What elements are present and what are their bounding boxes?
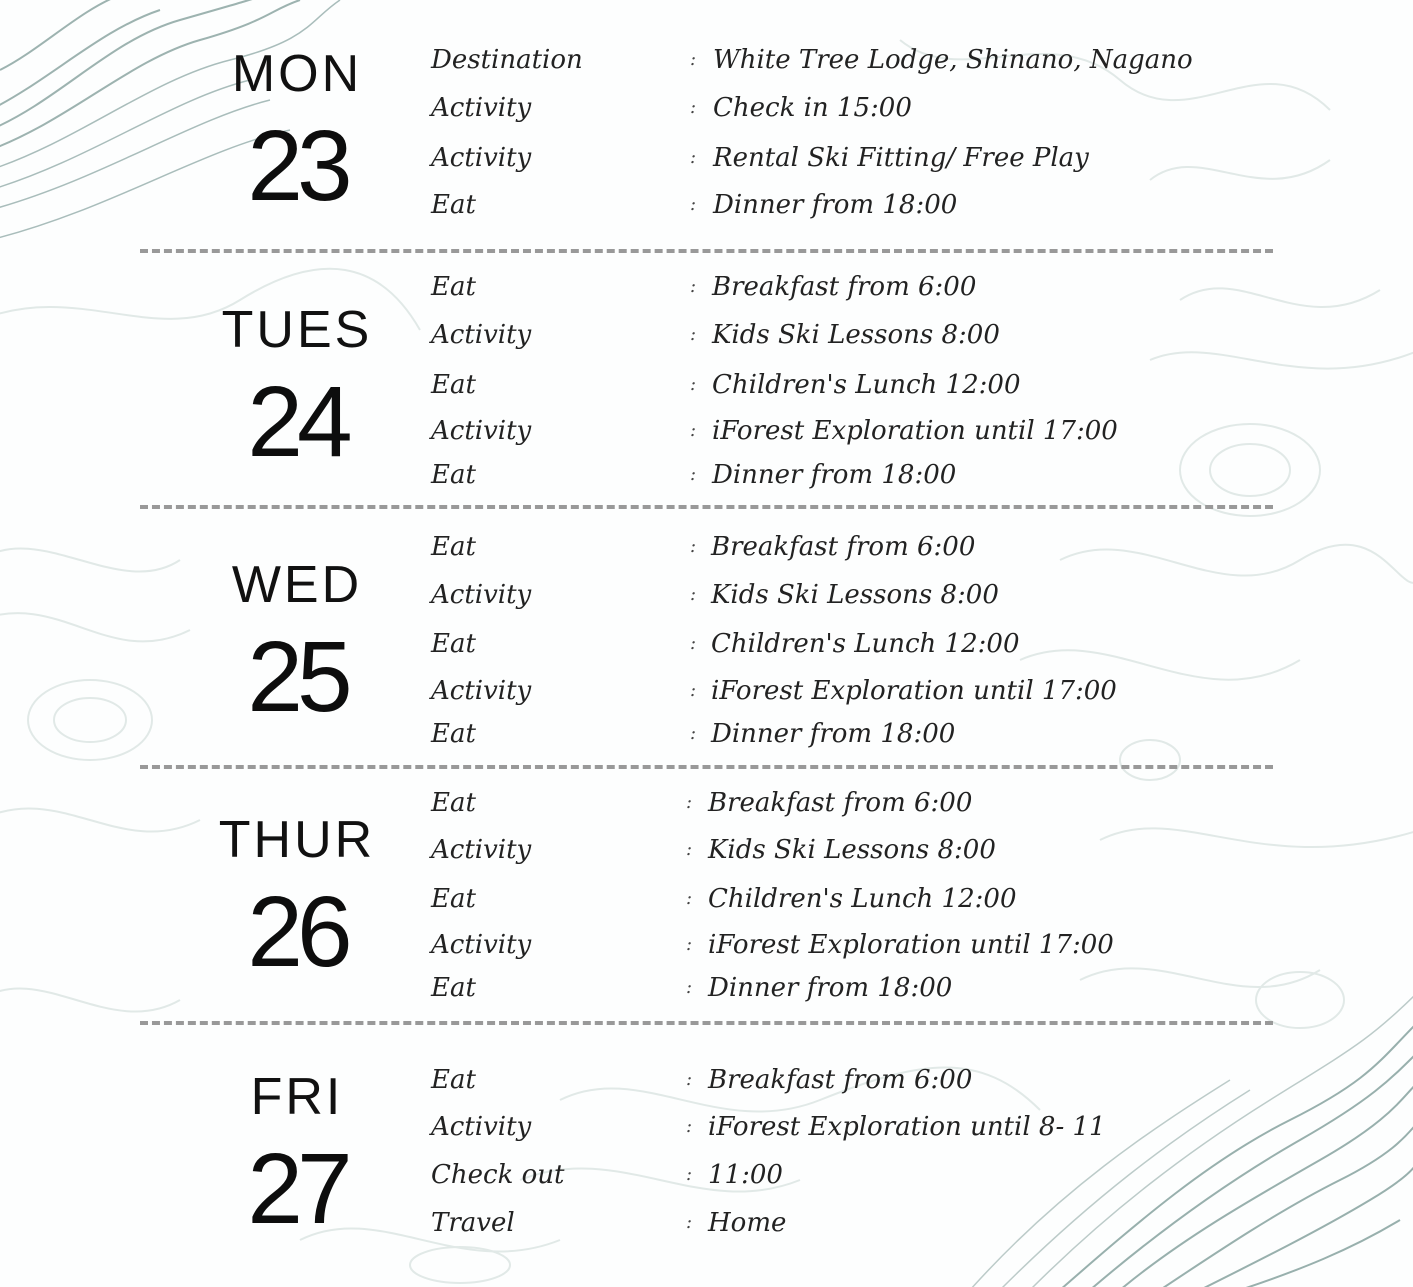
entry-label: Destination xyxy=(431,45,583,75)
itinerary-entry xyxy=(0,830,1413,870)
itinerary-entry xyxy=(0,527,1413,567)
entry-separator: : xyxy=(686,888,693,909)
itinerary-entry xyxy=(0,624,1413,664)
day-name: THUR xyxy=(218,811,376,869)
entry-separator: : xyxy=(690,723,697,744)
entry-value: Kids Ski Lessons 8:00 xyxy=(708,835,996,865)
entry-separator: : xyxy=(690,194,697,215)
entry-separator: : xyxy=(690,536,697,557)
day-date: 25 xyxy=(247,621,347,733)
entry-label: Eat xyxy=(431,460,476,490)
entry-label: Activity xyxy=(431,143,532,173)
entry-value: Dinner from 18:00 xyxy=(708,973,953,1003)
itinerary-entry xyxy=(0,575,1413,615)
itinerary-entry xyxy=(0,185,1413,225)
itinerary-entry xyxy=(0,925,1413,965)
entry-label: Eat xyxy=(431,973,476,1003)
entry-label: Eat xyxy=(431,532,476,562)
entry-value: iForest Exploration until 8- 11 xyxy=(708,1112,1106,1142)
entry-label: Eat xyxy=(431,1065,476,1095)
entry-label: Activity xyxy=(431,1112,532,1142)
entry-value: Dinner from 18:00 xyxy=(712,460,957,490)
day-name: MON xyxy=(231,45,363,103)
entry-label: Eat xyxy=(431,190,476,220)
entry-separator: : xyxy=(690,49,697,70)
itinerary-entry xyxy=(0,315,1413,355)
itinerary-entry xyxy=(0,365,1413,405)
entry-value: Dinner from 18:00 xyxy=(713,190,958,220)
itinerary-entry xyxy=(0,968,1413,1008)
entry-label: Activity xyxy=(431,835,532,865)
itinerary-entry xyxy=(0,1060,1413,1100)
entry-value: Breakfast from 6:00 xyxy=(712,272,977,302)
day-date: 26 xyxy=(247,876,347,988)
entry-value: Rental Ski Fitting/ Free Play xyxy=(713,143,1089,173)
entry-separator: : xyxy=(690,324,697,345)
entry-label: Check out xyxy=(431,1160,565,1190)
itinerary-entry xyxy=(0,1155,1413,1195)
entry-separator: : xyxy=(690,276,697,297)
entry-value: Children's Lunch 12:00 xyxy=(711,629,1020,659)
itinerary-entry xyxy=(0,1203,1413,1243)
entry-value: 11:00 xyxy=(708,1160,783,1190)
entry-value: Breakfast from 6:00 xyxy=(708,788,973,818)
entry-value: Home xyxy=(708,1208,787,1238)
entry-separator: : xyxy=(686,839,693,860)
entry-separator: : xyxy=(690,584,697,605)
itinerary-entry xyxy=(0,783,1413,823)
day-divider xyxy=(140,505,1273,509)
entry-separator: : xyxy=(690,374,697,395)
entry-value: iForest Exploration until 17:00 xyxy=(712,416,1118,446)
entry-separator: : xyxy=(686,934,693,955)
day-date: 24 xyxy=(247,366,347,478)
entry-separator: : xyxy=(690,680,697,701)
entry-value: Check in 15:00 xyxy=(713,93,912,123)
entry-separator: : xyxy=(686,1116,693,1137)
entry-label: Activity xyxy=(431,580,532,610)
day-divider xyxy=(140,249,1273,253)
itinerary-entry xyxy=(0,267,1413,307)
itinerary-entry xyxy=(0,879,1413,919)
entry-label: Eat xyxy=(431,272,476,302)
itinerary-entry xyxy=(0,411,1413,451)
entry-value: White Tree Lodge, Shinano, Nagano xyxy=(713,45,1193,75)
entry-separator: : xyxy=(686,1212,693,1233)
day-date: 27 xyxy=(247,1133,347,1245)
entry-value: Dinner from 18:00 xyxy=(711,719,956,749)
itinerary-entry xyxy=(0,455,1413,495)
entry-separator: : xyxy=(690,147,697,168)
day-name: FRI xyxy=(250,1068,344,1126)
entry-label: Activity xyxy=(431,93,532,123)
entry-label: Eat xyxy=(431,629,476,659)
day-name: WED xyxy=(231,556,363,614)
entry-separator: : xyxy=(686,792,693,813)
entry-separator: : xyxy=(686,1069,693,1090)
itinerary-entry xyxy=(0,671,1413,711)
entry-value: iForest Exploration until 17:00 xyxy=(708,930,1114,960)
day-divider xyxy=(140,1021,1273,1025)
day-name: TUES xyxy=(221,301,373,359)
entry-value: Breakfast from 6:00 xyxy=(711,532,976,562)
entry-separator: : xyxy=(690,420,697,441)
itinerary-entry xyxy=(0,40,1413,80)
entry-label: Activity xyxy=(431,320,532,350)
entry-value: Children's Lunch 12:00 xyxy=(712,370,1021,400)
entry-separator: : xyxy=(686,1164,693,1185)
entry-label: Activity xyxy=(431,930,532,960)
day-date: 23 xyxy=(247,110,347,222)
entry-separator: : xyxy=(690,97,697,118)
entry-separator: : xyxy=(686,977,693,998)
entry-value: Breakfast from 6:00 xyxy=(708,1065,973,1095)
entry-value: Children's Lunch 12:00 xyxy=(708,884,1017,914)
itinerary-entry xyxy=(0,1107,1413,1147)
itinerary-entry xyxy=(0,714,1413,754)
entry-label: Eat xyxy=(431,370,476,400)
entry-label: Activity xyxy=(431,676,532,706)
day-divider xyxy=(140,765,1273,769)
itinerary-entry xyxy=(0,138,1413,178)
entry-label: Activity xyxy=(431,416,532,446)
entry-separator: : xyxy=(690,464,697,485)
entry-label: Eat xyxy=(431,719,476,749)
entry-value: Kids Ski Lessons 8:00 xyxy=(712,320,1000,350)
entry-label: Eat xyxy=(431,788,476,818)
itinerary-entry xyxy=(0,88,1413,128)
entry-label: Eat xyxy=(431,884,476,914)
entry-separator: : xyxy=(690,633,697,654)
entry-value: Kids Ski Lessons 8:00 xyxy=(711,580,999,610)
entry-label: Travel xyxy=(431,1208,515,1238)
entry-value: iForest Exploration until 17:00 xyxy=(711,676,1117,706)
